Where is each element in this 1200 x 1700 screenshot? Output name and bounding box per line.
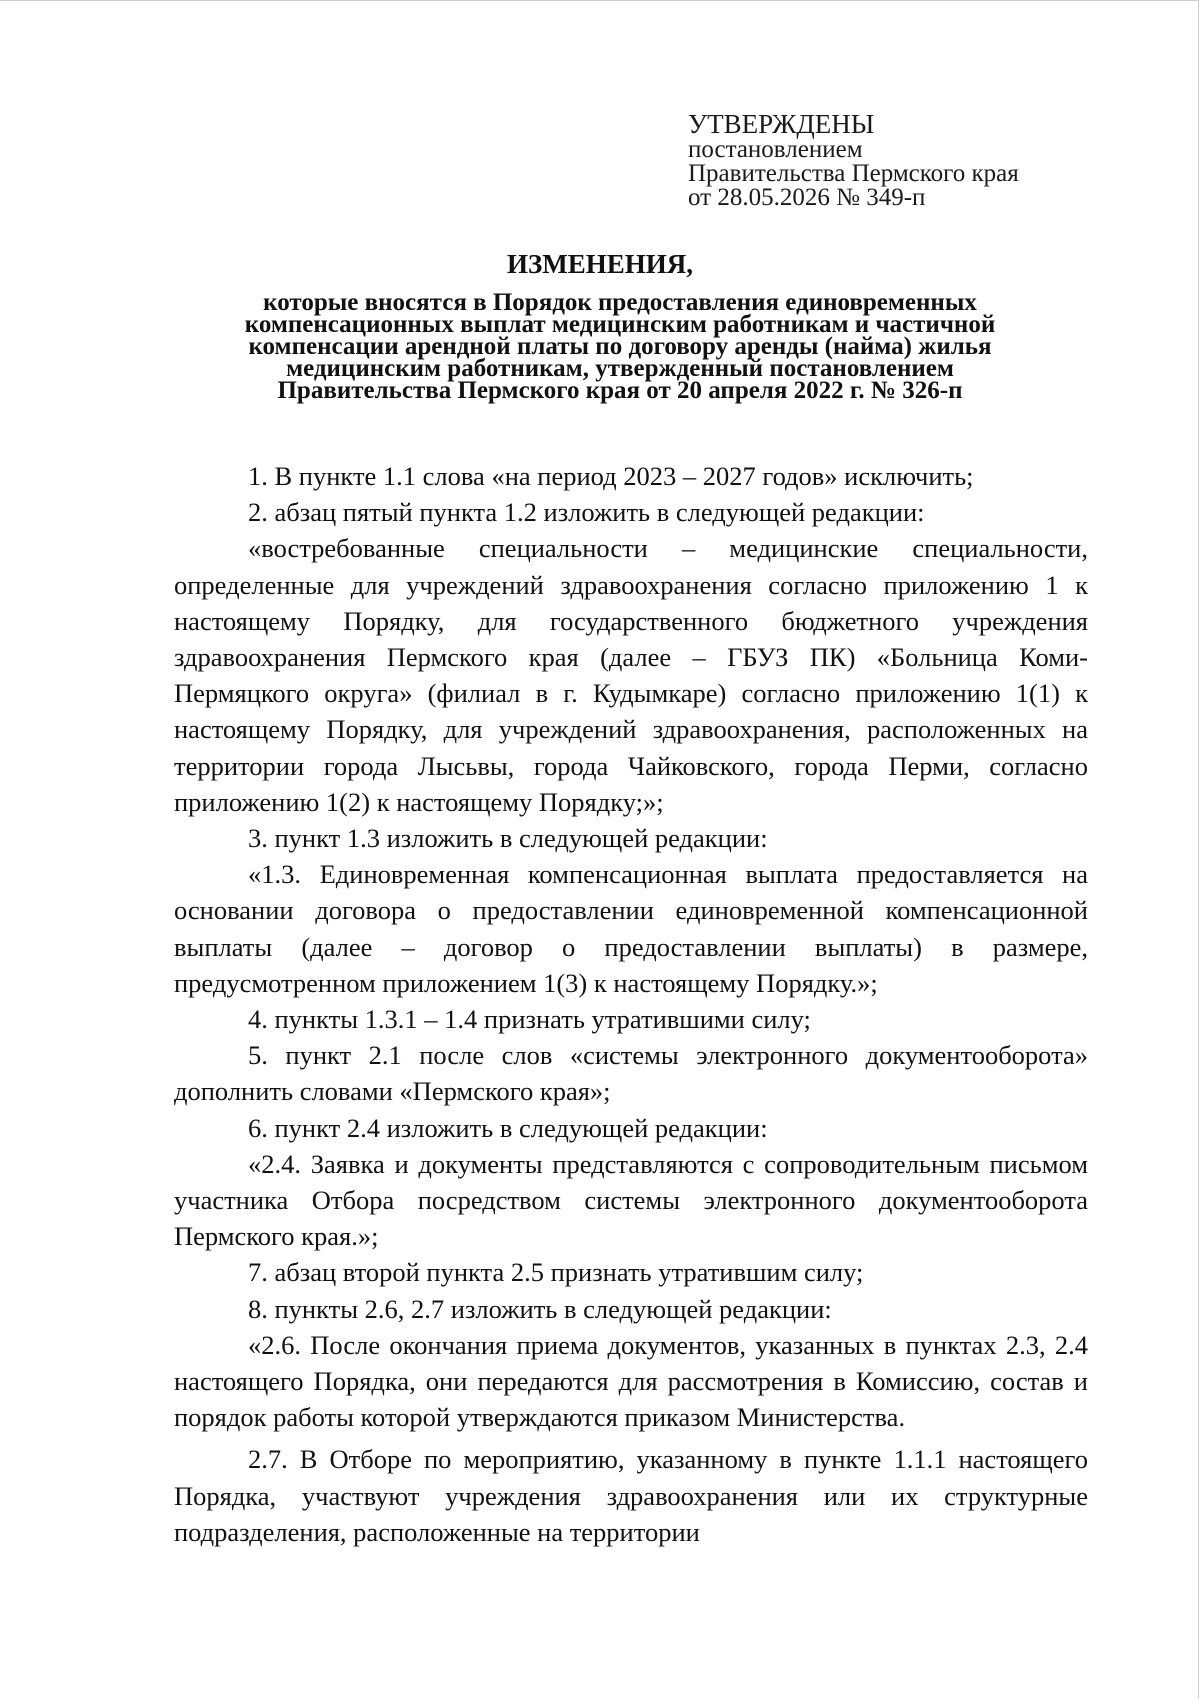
paragraph-quote: «востребованные специальности – медицинские специальности, определенные для учреждений здравоохранения согласно приложению 1 к настоящему Порядку, для государственного бюджетного учреждения здравоохранения Пермского края (далее – ГБУЗ ПК) «Больница Коми-Пермяцкого округа» (филиал в г. Кудымкаре) согласно приложению 1(1) к настоящему Порядку, для учреждений здравоохранения, расположенных на территории города Лысьвы, города Чайковского, города Перми, согласно приложению 1(2) к настоящему Порядку;»; (174, 533, 1088, 817)
paragraph-quote: «1.3. Единовременная компенсационная выплата предоставляется на основании договора о предоставлении единовременной компенсационной выплаты (далее – договор о предоставлении выплаты) в размере, предусмотренном приложением 1(3) к настоящему Порядку.»; (174, 859, 1088, 998)
paragraph-quote: «2.6. После окончания приема документов, указанных в пунктах 2.3, 2.4 настоящего Порядка, они передаются для рассмотрения в Комиссию, состав и порядок работы которой утверждаются приказом Министерства. (174, 1329, 1088, 1433)
paragraph-item-3: 3. пункт 1.3 изложить в следующей редакции: (248, 823, 768, 854)
paragraph-item-4: 4. пункты 1.3.1 – 1.4 признать утратившими силу; (248, 1004, 811, 1035)
paragraph-clause: 2.7. В Отборе по мероприятию, указанному в пункте 1.1.1 настоящего Порядка, участвуют учреждения здравоохранения или их структурные подразделения, расположенные на территории (174, 1444, 1088, 1547)
subtitle-line: компенсации арендной платы по договору аренды (найма) жилья (248, 333, 992, 360)
subtitle-line: медицинским работникам, утвержденный постановлением (286, 355, 954, 382)
document-subtitle (200, 289, 1040, 404)
approval-date: от 28.05.2026 № 349-п (688, 184, 926, 211)
paragraph-item-2: 2. абзац пятый пункта 1.2 изложить в следующей редакции: (248, 497, 925, 528)
approval-line: Правительства Пермского края (688, 160, 1019, 187)
paragraph-item-5: 5. пункт 2.1 после слов «системы электронного документооборота» дополнить словами «Пермского края»; (174, 1040, 1088, 1107)
paragraph-item-7: 7. абзац второй пункта 2.5 признать утратившим силу; (248, 1257, 864, 1288)
paragraph-item-6: 6. пункт 2.4 изложить в следующей редакции: (248, 1112, 768, 1143)
subtitle-line: которые вносятся в Порядок предоставления единовременных (263, 289, 977, 316)
subtitle-line: компенсационных выплат медицинским работникам и частичной (244, 311, 996, 338)
document-body (174, 458, 1088, 1550)
approval-heading: УТВЕРЖДЕНЫ (688, 109, 875, 139)
approval-line: постановлением (688, 136, 863, 163)
paragraph-item-8: 8. пункты 2.6, 2.7 изложить в следующей редакции: (248, 1293, 832, 1324)
paragraph-item-1: 1. В пункте 1.1 слова «на период 2023 – 2027 годов» исключить; (248, 461, 974, 491)
approval-stamp (688, 110, 1019, 210)
document-title: ИЗМЕНЕНИЯ, (506, 249, 693, 279)
paragraph-quote: «2.4. Заявка и документы представляются с сопроводительным письмом участника Отбора посредством системы электронного документооборота Пермского края.»; (174, 1148, 1088, 1252)
subtitle-line: Правительства Пермского края от 20 апреля 2022 г. № 326-п (277, 377, 963, 404)
